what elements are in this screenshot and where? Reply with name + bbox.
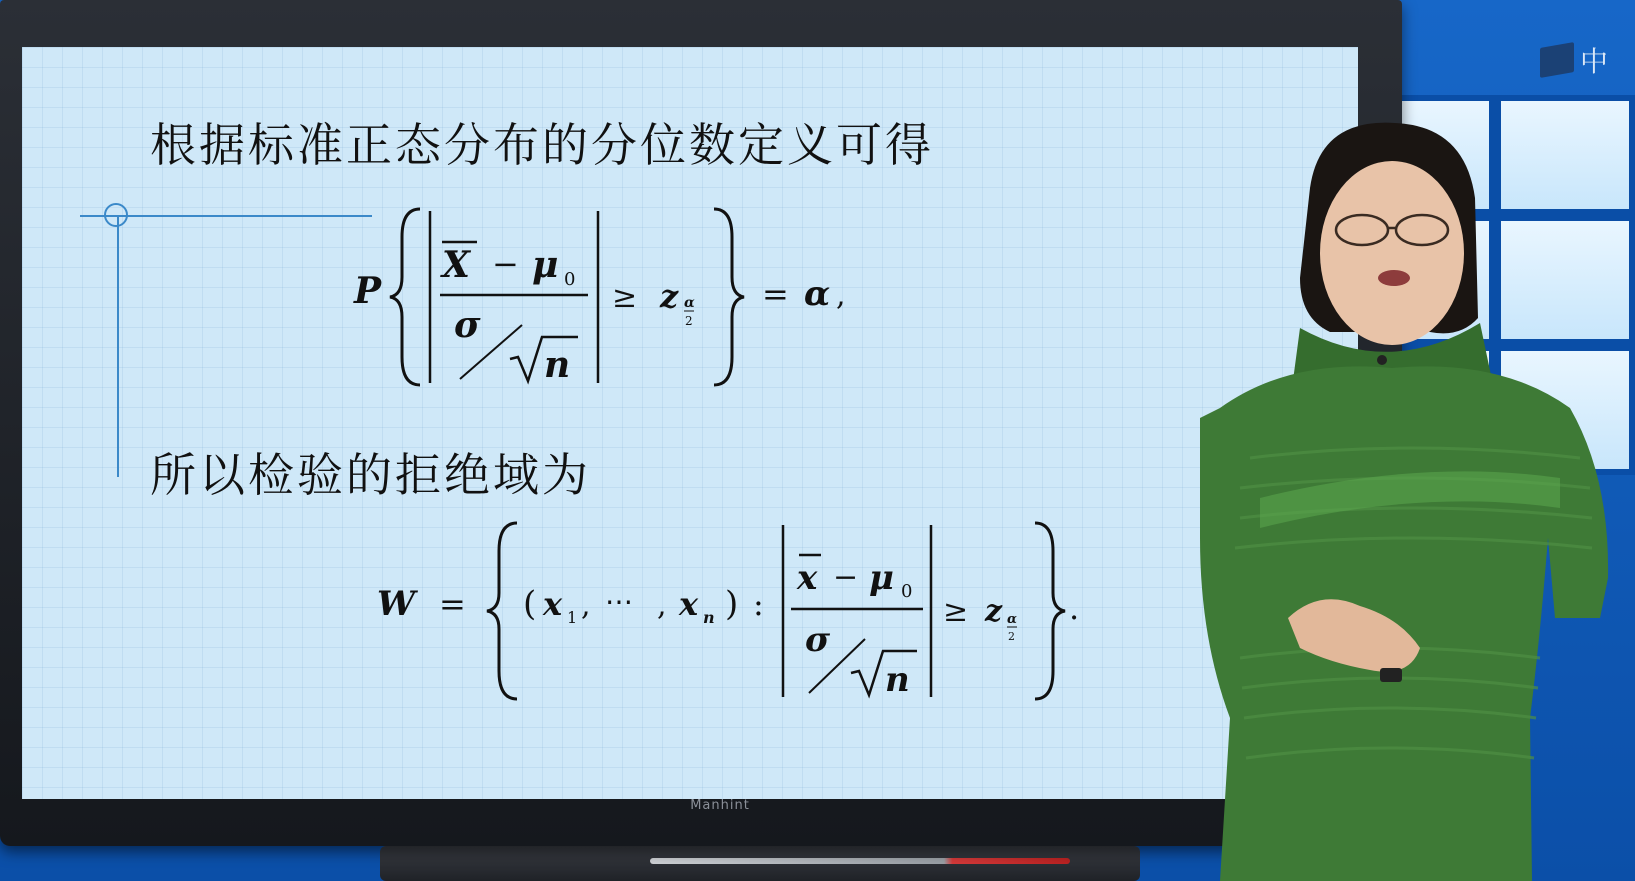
formula2-sep2: , bbox=[657, 588, 667, 623]
formula2-sigma: σ bbox=[805, 620, 831, 660]
formula2-open-paren: ( bbox=[523, 584, 537, 624]
formula1-alpha: α bbox=[804, 274, 831, 314]
formula-rejection-region bbox=[377, 515, 1097, 705]
formula2-W: W bbox=[377, 584, 416, 624]
formula2-colon: : bbox=[753, 585, 764, 623]
presenter-mouth bbox=[1378, 270, 1410, 286]
formula1-mu-sub: 0 bbox=[564, 269, 576, 290]
formula-probability bbox=[342, 197, 862, 397]
formula2-geq: ≥ bbox=[943, 594, 969, 629]
formula2-minus: − bbox=[833, 560, 859, 595]
formula1-P: P bbox=[354, 270, 382, 312]
presenter bbox=[1160, 118, 1635, 881]
formula2-dots: ⋯ bbox=[605, 585, 633, 618]
formula2-xn-sub: n bbox=[703, 608, 715, 627]
formula2-z-two: 2 bbox=[1008, 630, 1015, 643]
formula2-xn: x bbox=[679, 585, 699, 623]
formula2-z: z bbox=[985, 594, 1003, 629]
formula2-x1-sub: 1 bbox=[567, 608, 578, 627]
formula2-left-brace bbox=[487, 523, 517, 699]
formula2-sep1: , bbox=[581, 588, 591, 623]
formula1-z-two: 2 bbox=[685, 314, 693, 328]
formula1-z-alpha: α bbox=[684, 295, 695, 311]
presenter-sweater bbox=[1200, 366, 1608, 881]
logo-mark-icon bbox=[1540, 42, 1574, 78]
teaching-pointer bbox=[650, 858, 1070, 864]
channel-logo bbox=[1540, 40, 1608, 80]
formula2-equals: = bbox=[439, 585, 466, 623]
formula2-mu-sub: 0 bbox=[901, 581, 913, 602]
microphone-icon bbox=[1377, 355, 1387, 365]
formula1-mu: μ bbox=[532, 244, 559, 286]
formula2-mu: μ bbox=[869, 558, 894, 598]
formula2-z-alpha: α bbox=[1007, 612, 1018, 627]
formula2-close-paren: ) bbox=[725, 584, 739, 624]
margin-circle bbox=[104, 203, 128, 227]
presenter-face bbox=[1320, 161, 1464, 345]
formula2-period: . bbox=[1069, 589, 1080, 627]
margin-line-vertical bbox=[117, 217, 119, 477]
remote-control-icon bbox=[1380, 668, 1402, 682]
formula1-z: z bbox=[660, 277, 679, 315]
formula1-geq: ≥ bbox=[612, 280, 638, 315]
slide-heading-rejection-region: 所以检验的拒绝域为 bbox=[150, 448, 591, 502]
logo-text: 中 bbox=[1580, 45, 1609, 78]
slide-heading-quantile: 根据标准正态分布的分位数定义可得 bbox=[150, 118, 934, 172]
formula1-equals: = bbox=[762, 275, 789, 313]
monitor-brand: Manhint bbox=[690, 798, 750, 813]
formula1-X: X bbox=[442, 244, 470, 286]
formula1-n: n bbox=[544, 344, 571, 386]
formula1-sigma: σ bbox=[454, 304, 481, 346]
formula1-left-brace bbox=[390, 209, 420, 385]
formula2-xbar: x bbox=[797, 558, 818, 598]
slide-screen bbox=[22, 47, 1358, 799]
formula2-x1: x bbox=[543, 585, 563, 623]
formula1-comma: , bbox=[836, 278, 846, 313]
formula2-n: n bbox=[885, 660, 910, 700]
formula2-right-brace bbox=[1035, 523, 1065, 699]
formula1-minus: − bbox=[492, 245, 519, 283]
formula1-right-brace bbox=[714, 209, 744, 385]
